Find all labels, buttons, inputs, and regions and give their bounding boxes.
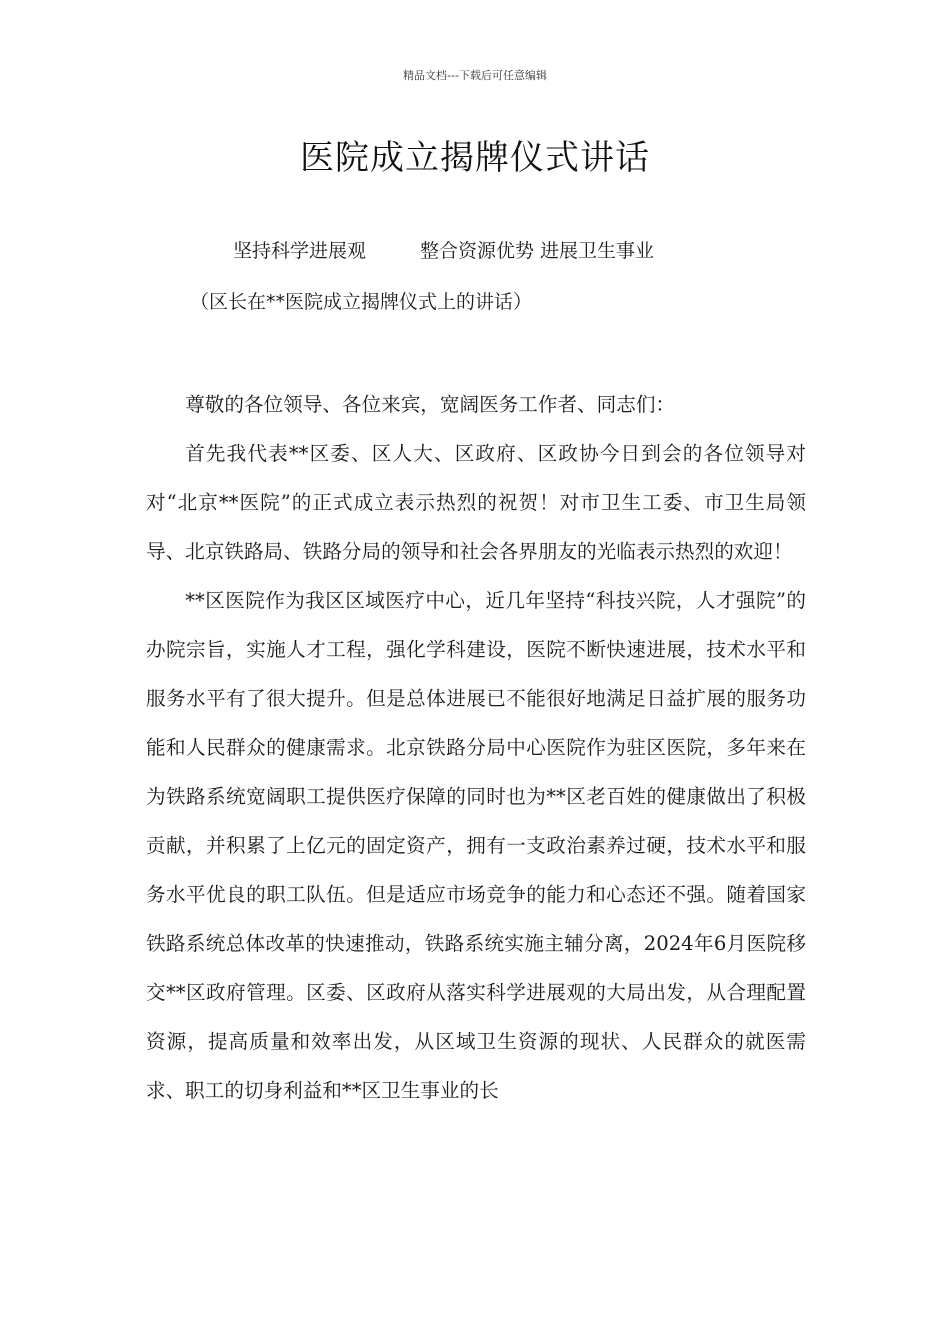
subtitle — [233, 236, 654, 263]
subtitle-part-2: 整合资源优势 进展卫生事业 — [420, 240, 655, 262]
subtitle-part-1: 坚持科学进展观 — [233, 240, 367, 262]
paragraph-2: **区医院作为我区区域医疗中心，近几年坚持“科技兴院，人才强院”的办院宗旨，实施人才工程，强化学科建设，医院不断快速进展，技术水平和服务水平有了很大提升。但是总体进展已不能很好地满足日益扩展的服务功能和人民群众的健康需求。北京铁路分局中心医院作为驻区医院，多年来在为铁路系统宽阔职工提供医疗保障的同时也为**区老百姓的健康做出了积极贡献，并积累了上亿元的固定资产，拥有一支政治素养过硬，技术水平和服务水平优良的职工队伍。但是适应市场竞争的能力和心态还不强。随着国家铁路系统总体改革的快速推动，铁路系统实施主辅分离，2024年6月医院移交**区政府管理。区委、区政府从落实科学进展观的大局出发，从合理配置资源，提高质量和效率出发，从区域卫生资源的现状、人民群众的就医需求、职工的切身利益和**区卫生事业的长 — [146, 589, 806, 1102]
header-note: 精品文档---下载后可任意编辑 — [403, 69, 547, 82]
document-title: 医院成立揭牌仪式讲话 — [300, 138, 650, 178]
paragraph-1: 首先我代表**区委、区人大、区政府、区政协今日到会的各位领导对对“北京**医院”的正式成立表示热烈的祝贺！对市卫生工委、市卫生局领导、北京铁路局、铁路分局的领导和社会各界朋友的光临表示热烈的欢迎！ — [146, 442, 806, 563]
speech-body — [146, 380, 806, 1115]
byline: （区长在**医院成立揭牌仪式上的讲话） — [190, 291, 533, 313]
greeting: 尊敬的各位领导、各位来宾，宽阔医务工作者、同志们： — [185, 393, 676, 416]
